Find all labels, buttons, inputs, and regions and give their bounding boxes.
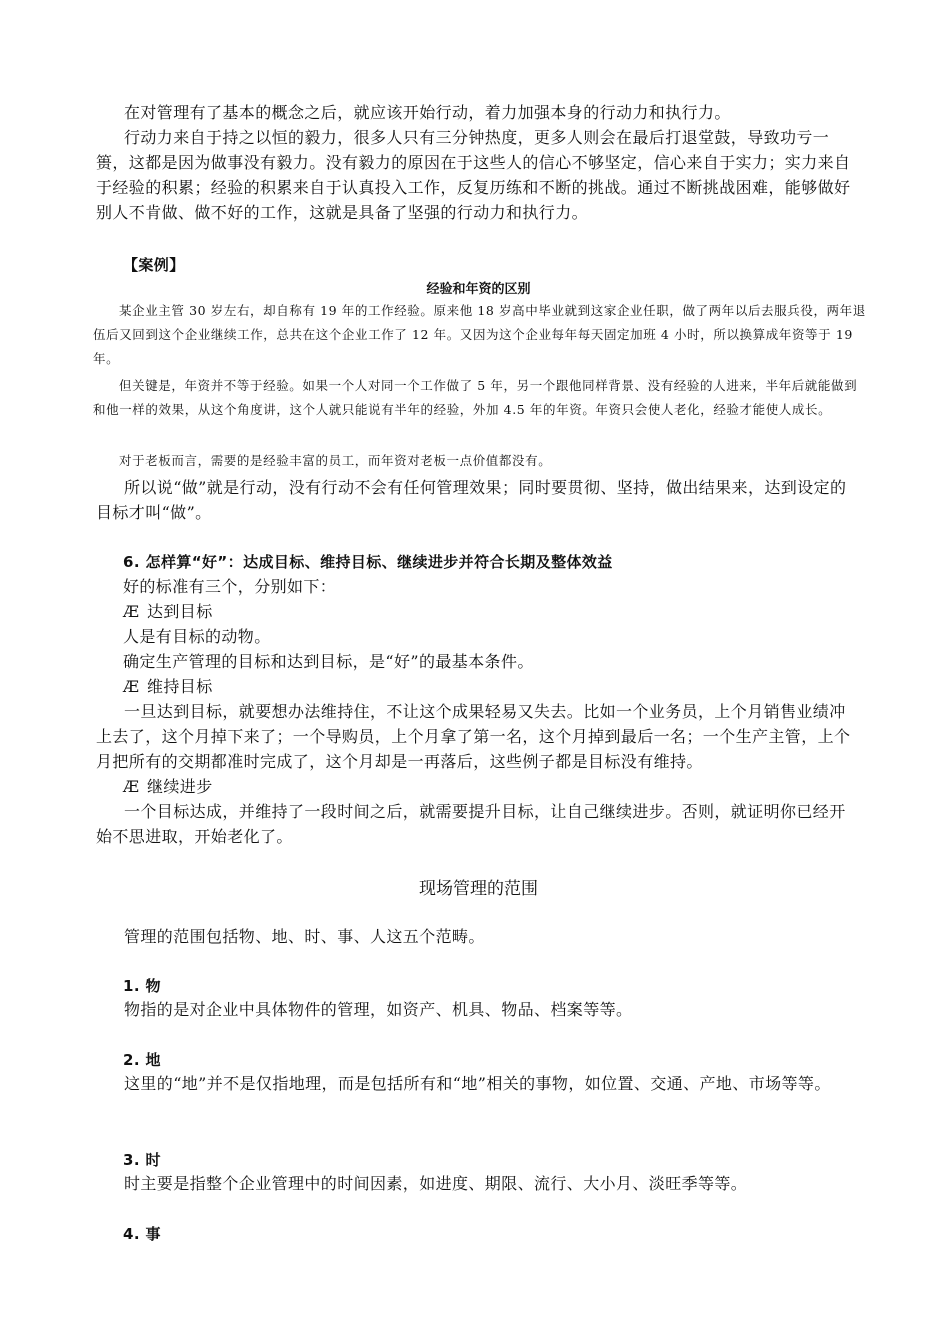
- bullet-item-text: 确定生产管理的目标和达到目标，是“好”的最基本条件。: [123, 652, 534, 671]
- case-paragraph-3: 对于老板而言，需要的是经验丰富的员工，而年资对老板一点价值都没有。: [119, 453, 552, 468]
- bullet-item-title: [123, 774, 888, 799]
- section-title: 现场管理的范围: [419, 879, 538, 899]
- bullet-item-label: 维持目标: [147, 677, 213, 696]
- bullet-item-label: 达到目标: [147, 602, 213, 621]
- bullet-icon: Æ: [123, 777, 140, 796]
- bullet-item-text: 一个目标达成，并维持了一段时间之后，就需要提升目标，让自己继续进步。否则，就证明你已经开始不思进取，开始老化了。: [96, 802, 846, 846]
- case-paragraph-2: 但关键是，年资并不等于经验。如果一个人对同一个工作做了 5 年，另一个跟他同样背景、没有经验的人进来，半年后就能做到和他一样的效果，从这个角度讲，这个人就只能说有半年的经验，外加 4.5 年的年资。年资只会使人老化，经验才能使人成长。: [93, 378, 858, 417]
- case-title: 经验和年资的区别: [426, 282, 531, 297]
- scope-item-heading: 3. 时: [123, 1151, 161, 1169]
- scope-item-heading: 4. 事: [123, 1225, 161, 1243]
- bullet-item-title: [123, 674, 888, 699]
- bullet-item-text: 一旦达到目标，就要想办法维持住，不让这个成果轻易又失去。比如一个业务员，上个月销售业绩冲上去了，这个月掉下来了；一个导购员，上个月拿了第一名，这个月掉到最后一名；一个生产主管，上个月把所有的交期都准时完成了，这个月却是一再落后，这些例子都是目标没有维持。: [96, 702, 851, 771]
- bullet-item-title: [123, 599, 888, 624]
- bullet-icon: Æ: [123, 677, 140, 696]
- case-paragraph-1: 某企业主管 30 岁左右，却自称有 19 年的工作经验。原来他 18 岁高中毕业就到这家企业任职，做了两年以后去服兵役，两年退伍后又回到这个企业继续工作，总共在这个企业工作了 12 年。又因为这个企业每年每天固定加班 4 小时，所以换算成年资等于 19 年。: [93, 303, 866, 366]
- intro-paragraph-2: 行动力来自于持之以恒的毅力，很多人只有三分钟热度，更多人则会在最后打退堂鼓，导致功亏一篑，这都是因为做事没有毅力。没有毅力的原因在于这些人的信心不够坚定，信心来自于实力；实力来自于经验的积累；经验的积累来自于认真投入工作，反复历练和不断的挑战。通过不断挑战困难，能够做好别人不肯做、做不好的工作，这就是具备了坚强的行动力和执行力。: [96, 128, 851, 222]
- summary-paragraph: 所以说“做”就是行动，没有行动不会有任何管理效果；同时要贯彻、坚持，做出结果来，达到设定的目标才叫“做”。: [96, 478, 847, 522]
- scope-item-text: 这里的“地”并不是仅指地理，而是包括所有和“地”相关的事物，如位置、交通、产地、市场等等。: [124, 1074, 831, 1093]
- bullet-item-label: 继续进步: [147, 777, 213, 796]
- section-6-heading: 6. 怎样算“好”：达成目标、维持目标、继续进步并符合长期及整体效益: [123, 553, 613, 571]
- scope-item-heading: 2. 地: [123, 1051, 161, 1069]
- scope-intro: 管理的范围包括物、地、时、事、人这五个范畴。: [124, 927, 485, 946]
- intro-paragraph-1: 在对管理有了基本的概念之后，就应该开始行动，着力加强本身的行动力和执行力。: [124, 103, 731, 122]
- section-6-intro: 好的标准有三个，分别如下：: [123, 577, 337, 596]
- scope-item-text: 物指的是对企业中具体物件的管理，如资产、机具、物品、档案等等。: [124, 1000, 633, 1019]
- bullet-icon: Æ: [123, 602, 140, 621]
- bullet-item-text: 人是有目标的动物。: [123, 627, 271, 646]
- case-label: 【案例】: [123, 256, 185, 274]
- scope-item-text: 时主要是指整个企业管理中的时间因素，如进度、期限、流行、大小月、淡旺季等等。: [124, 1174, 748, 1193]
- scope-item-heading: 1. 物: [123, 977, 161, 995]
